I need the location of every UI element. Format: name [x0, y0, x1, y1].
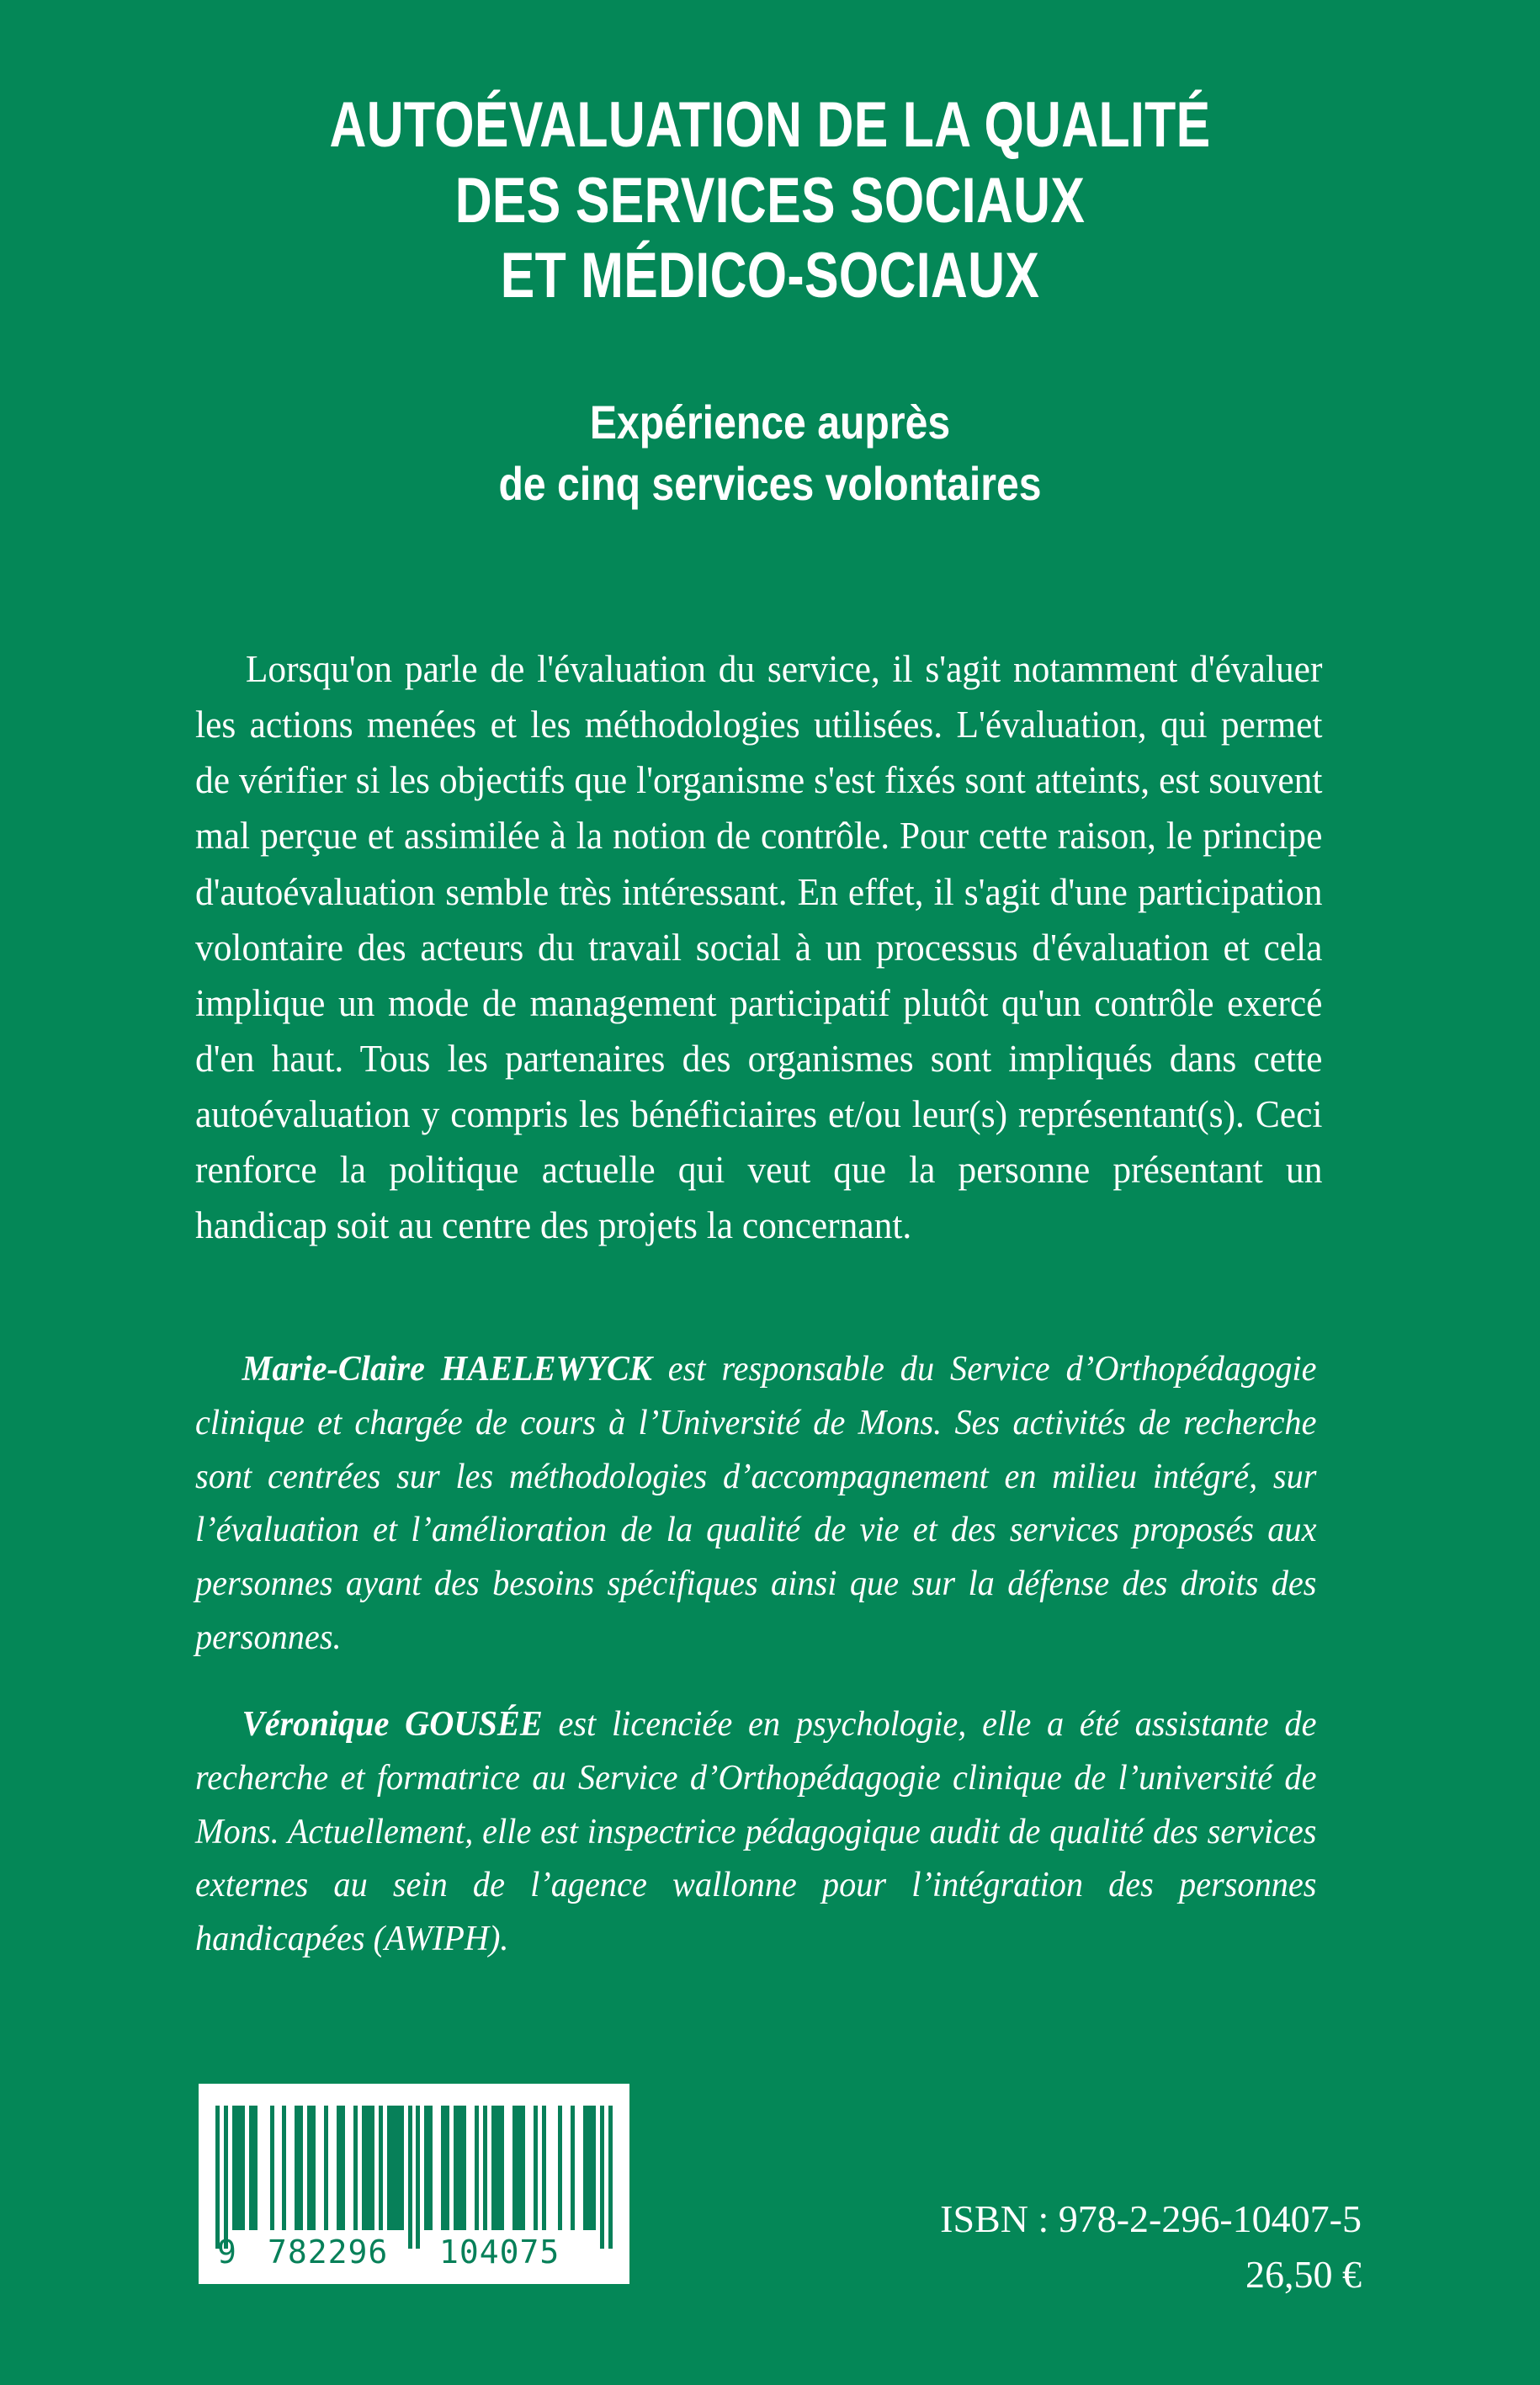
author-bio-text-haelewyck: est responsable du Service d’Orthopédagogie clinique et chargée de cours à l’Université de Mons. Ses activités de recherche sont centrées sur les méthodologies d’accompagnement en milieu intégré, sur l’évaluation et l’amélioration de la qualité de vie et des services proposés aux personnes ayant des besoins spécifiques ainsi que sur la défense des droits des personnes. — [195, 1350, 1317, 1658]
author-bio-gousee — [195, 1698, 1316, 1967]
back-cover-blurb: Lorsqu'on parle de l'évaluation du service, il s'agit notamment d'évaluer les actions menées et les méthodologies utilisées. L'évaluation, qui permet de vérifier si les objectifs que l'organisme s'est fixés sont atteints, est souvent mal perçue et assimilée à la notion de contrôle. Pour cette raison, le principe d'autoévaluation semble très intéressant. En effet, il s'agit d'une participation volontaire des acteurs du travail social à un processus d'évaluation et cela implique un mode de management participatif plutôt qu'un contrôle exercé d'en haut. Tous les partenaires des organismes sont impliqués dans cette autoévaluation y compris les bénéficiaires et/ou leur(s) représentant(s). Ceci renforce la politique actuelle qui veut que la personne présentant un handicap soit au centre des projets la concernant. — [195, 648, 1323, 1247]
title-line-2: DES SERVICES SOCIAUX — [454, 164, 1086, 236]
isbn-text: ISBN : 978-2-296-10407-5 — [940, 2197, 1362, 2240]
barcode-digit-group-0: 9 — [217, 2234, 237, 2271]
barcode-digits — [215, 2234, 613, 2272]
subtitle-line-1: Expérience auprès — [589, 396, 951, 449]
barcode-bars — [215, 2106, 613, 2232]
book-title — [0, 88, 1540, 314]
author-bio-text-gousee: est licenciée en psychologie, elle a été assistante de recherche et formatrice au Service d’Orthopédagogie clinique de l’université de Mons. Actuellement, elle est inspectrice pédagogique audit de qualité des services externes au sein de l’agence wallonne pour l’intégration des personnes handicapées (AWIPH). — [195, 1705, 1317, 1959]
barcode-digit-group-2: 104075 — [439, 2234, 560, 2271]
subtitle-line-2: de cinq services volontaires — [498, 456, 1042, 510]
barcode-digit-group-1: 782296 — [268, 2234, 389, 2271]
price-text: 26,50 € — [1245, 2253, 1362, 2297]
isbn-price-block — [940, 2191, 1362, 2303]
author-name-haelewyck: Marie-Claire HAELEWYCK — [242, 1350, 652, 1389]
book-subtitle — [0, 392, 1540, 515]
ean13-barcode — [199, 2084, 629, 2284]
author-name-gousee: Véronique GOUSÉE — [242, 1705, 543, 1744]
author-bio-haelewyck — [195, 1343, 1316, 1665]
title-line-3: ET MÉDICO-SOCIAUX — [500, 240, 1040, 312]
title-line-1: AUTOÉVALUATION DE LA QUALITÉ — [329, 89, 1211, 161]
